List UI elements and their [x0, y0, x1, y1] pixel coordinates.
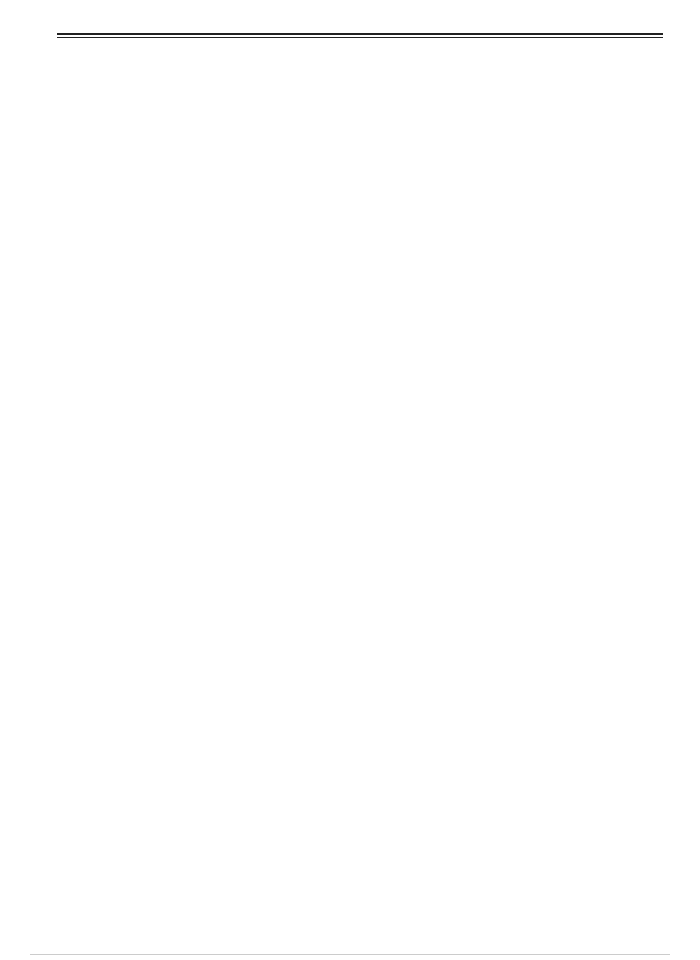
page-content	[57, 54, 663, 70]
bottom-rule	[30, 954, 670, 955]
section-gap	[57, 54, 663, 70]
page-header	[57, 32, 663, 38]
header-rule-thick	[57, 33, 663, 35]
header-rule-thin	[57, 37, 663, 38]
